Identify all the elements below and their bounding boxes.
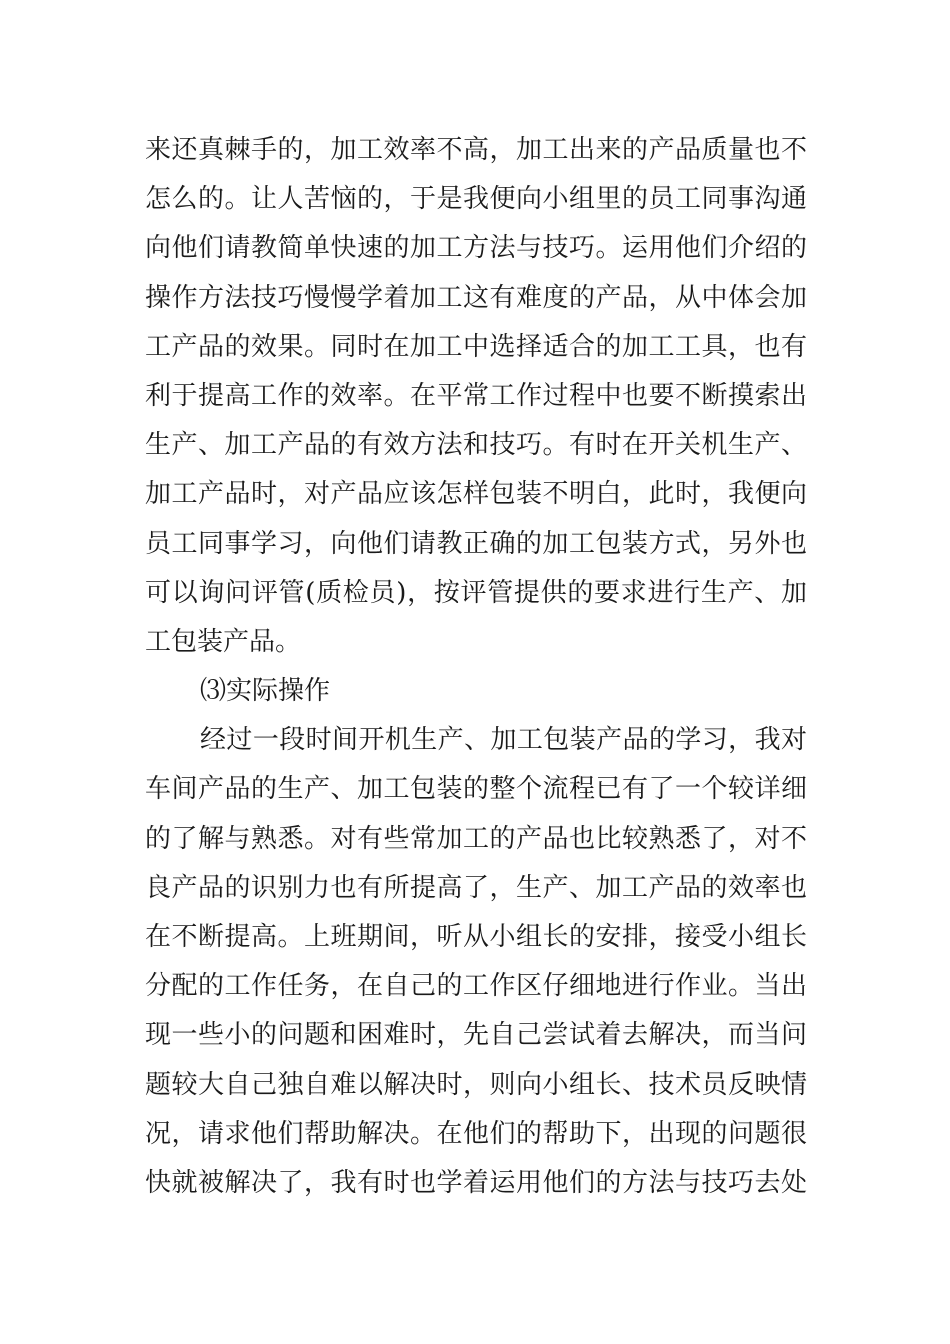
text-line: 分配的工作任务，在自己的工作区仔细地进行作业。当出 bbox=[145, 971, 807, 1002]
text-line: 操作方法技巧慢慢学着加工这有难度的产品，从中体会加 bbox=[145, 282, 807, 313]
section-heading: ⑶实际操作 bbox=[200, 676, 331, 707]
text-line: 来还真棘手的，加工效率不高，加工出来的产品质量也不 bbox=[145, 135, 807, 165]
text-line: 良产品的识别力也有所提高了，生产、加工产品的效率也 bbox=[145, 872, 807, 903]
text-line: 况，请求他们帮助解决。在他们的帮助下，出现的问题很 bbox=[145, 1118, 807, 1149]
text-line: 加工产品时，对产品应该怎样包装不明白，此时，我便向 bbox=[145, 479, 807, 510]
text-line: 工包装产品。 bbox=[145, 626, 302, 657]
text-line: 在不断提高。上班期间，听从小组长的安排，接受小组长 bbox=[145, 922, 807, 952]
text-line: 现一些小的问题和困难时，先自己尝试着去解决，而当问 bbox=[145, 1020, 807, 1051]
text-line: 工产品的效果。同时在加工中选择适合的加工工具，也有 bbox=[145, 331, 807, 362]
text-line: 生产、加工产品的有效方法和技巧。有时在开关机生产、 bbox=[145, 430, 807, 461]
text-line: 快就被解决了，我有时也学着运用他们的方法与技巧去处 bbox=[145, 1167, 807, 1198]
text-line: 车间产品的生产、加工包装的整个流程已有了一个较详细 bbox=[145, 774, 807, 805]
text-line: 经过一段时间开机生产、加工包装产品的学习，我对 bbox=[200, 725, 807, 756]
body-text bbox=[145, 126, 807, 1208]
text-line: 怎么的。让人苦恼的，于是我便向小组里的员工同事沟通 bbox=[145, 184, 807, 215]
text-line: 向他们请教简单快速的加工方法与技巧。运用他们介绍的 bbox=[145, 233, 807, 264]
text-line: 利于提高工作的效率。在平常工作过程中也要不断摸索出 bbox=[145, 380, 807, 411]
text-line: 题较大自己独自难以解决时，则向小组长、技术员反映情 bbox=[145, 1069, 807, 1100]
text-line: 可以询问评管(质检员)，按评管提供的要求进行生产、加 bbox=[145, 577, 807, 608]
text-line: 员工同事学习，向他们请教正确的加工包装方式，另外也 bbox=[145, 528, 807, 559]
text-line: 的了解与熟悉。对有些常加工的产品也比较熟悉了，对不 bbox=[145, 823, 807, 854]
